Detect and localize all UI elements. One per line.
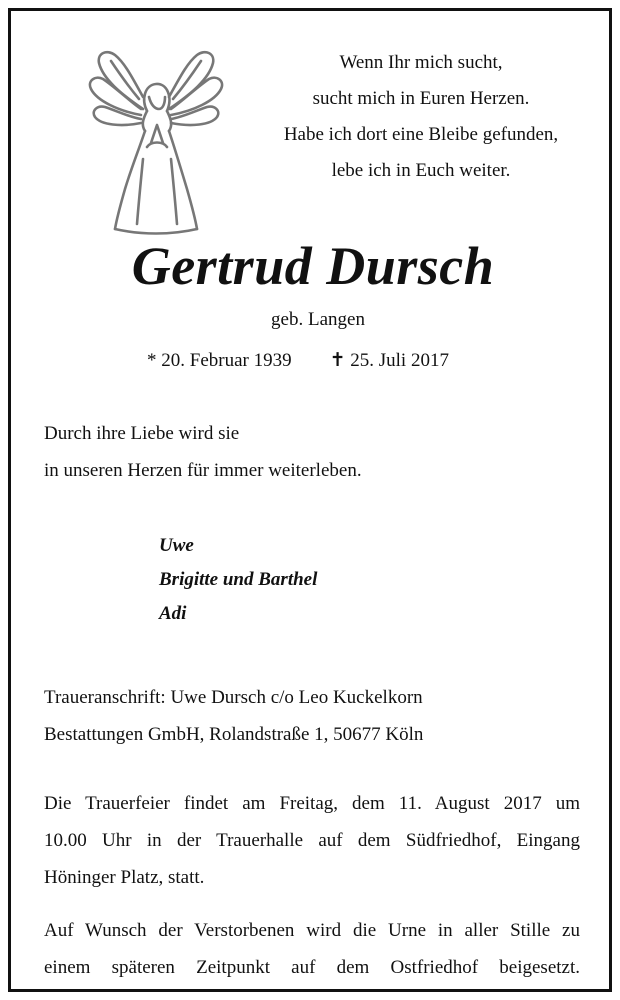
mourner-name: Adi	[159, 603, 187, 624]
death-date: ✝ 25. Juli 2017	[329, 350, 449, 371]
address-line: Bestattungen GmbH, Rolandstraße 1, 50677 Köln	[44, 724, 424, 745]
birth-date: * 20. Februar 1939	[147, 350, 292, 371]
funeral-line: Höninger Platz, statt.	[44, 867, 205, 888]
quote-line: Durch ihre Liebe wird sie	[44, 423, 240, 444]
obituary-frame	[8, 8, 612, 992]
mourner-name: Uwe	[159, 535, 194, 556]
memorial-quote	[44, 415, 362, 489]
life-dates	[147, 349, 449, 372]
funeral-line: 10.00 Uhr in der Trauerhalle auf dem Südfriedhof, Eingang	[44, 830, 580, 851]
funeral-line: Die Trauerfeier findet am Freitag, dem 11. August 2017 um	[44, 793, 580, 814]
poem-line: lebe ich in Euch weiter.	[331, 160, 511, 181]
poem-line: sucht mich in Euren Herzen.	[312, 88, 530, 109]
angel-icon	[81, 39, 231, 244]
urn-line: einem späteren Zeitpunkt auf dem Ostfriedhof beigesetzt.	[44, 957, 580, 978]
poem	[251, 45, 591, 189]
mourners-list	[159, 529, 317, 631]
poem-line: Wenn Ihr mich sucht,	[339, 52, 503, 73]
birth-name: geb. Langen	[271, 309, 365, 330]
quote-line: in unseren Herzen für immer weiterleben.	[44, 460, 362, 481]
funeral-notice	[44, 785, 580, 896]
mourning-address	[44, 679, 423, 753]
deceased-name: Gertrud Dursch	[131, 236, 495, 296]
urn-line: Auf Wunsch der Verstorbenen wird die Urne in aller Stille zu	[44, 920, 580, 941]
poem-line: Habe ich dort eine Bleibe gefunden,	[283, 124, 559, 145]
urn-notice	[44, 912, 580, 986]
mourner-name: Brigitte und Barthel	[159, 569, 318, 590]
address-line: Traueranschrift: Uwe Dursch c/o Leo Kuckelkorn	[44, 687, 423, 708]
